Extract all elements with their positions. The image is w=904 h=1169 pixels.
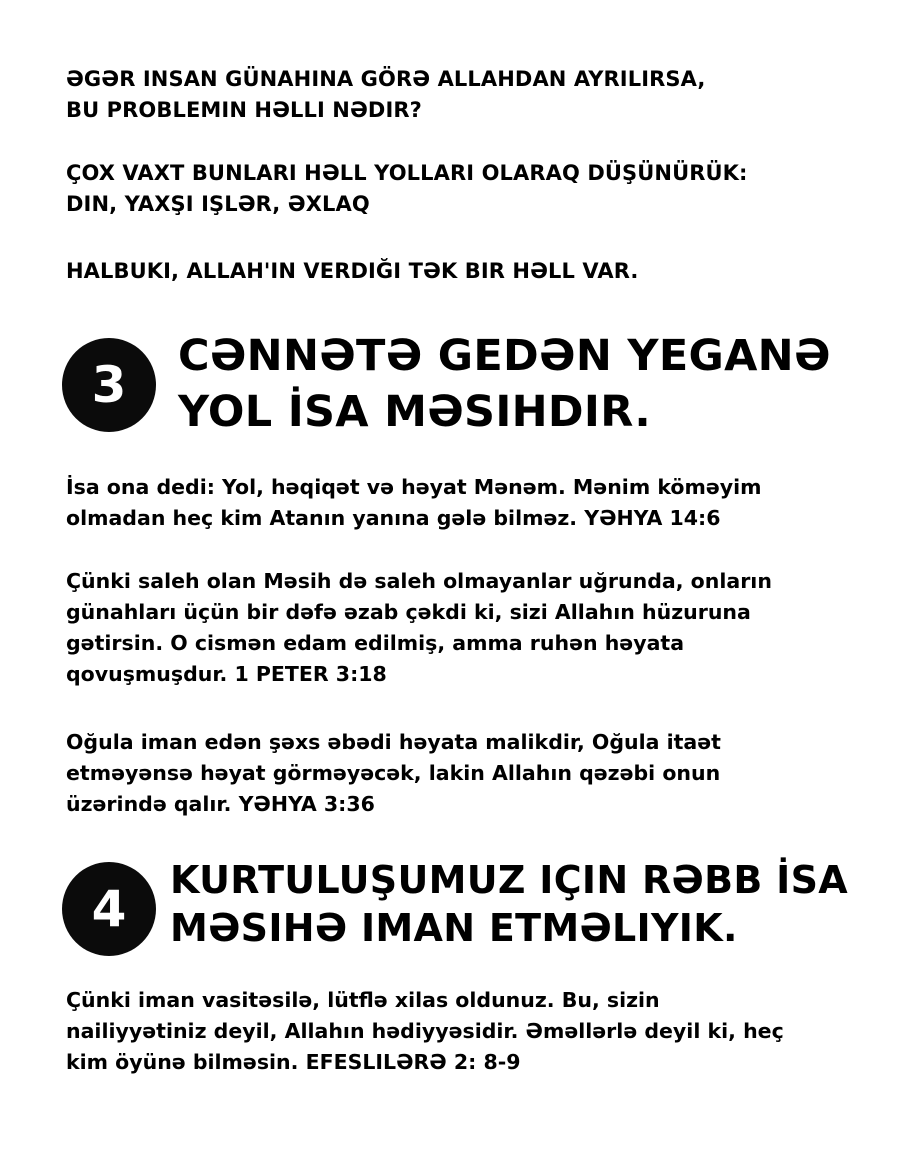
verse-line: günahları üçün bir dəfə əzab çəkdi ki, sizi Allahın hüzuruna — [66, 600, 751, 624]
verse-reference: YƏHYA 14:6 — [584, 506, 721, 530]
verse-line: Çünki iman vasitəsilə, lütflə xilas oldunuz. Bu, sizin — [66, 988, 660, 1012]
intro-attempts — [66, 158, 856, 220]
verse-line: İsa ona dedi: Yol, həqiqət və həyat Mənəm. Mənim köməyim — [66, 475, 762, 499]
verse-line: kim öyünə bilməsin. — [66, 1050, 299, 1074]
intro-answer — [66, 256, 856, 287]
section-3-title-line-2: YOL İSA MƏSIHDIR. — [178, 387, 652, 437]
intro-answer-line: HALBUKI, ALLAH'IN VERDIĞI TƏK BIR HƏLL VAR. — [66, 259, 639, 283]
verse-line: nailiyyətiniz deyil, Allahın hədiyyəsidir. Əməllərlə deyil ki, heç — [66, 1019, 784, 1043]
verse-line: etməyənsə həyat görməyəcək, lakin Allahın qəzəbi onun — [66, 761, 721, 785]
verse-line: qovuşmuşdur. — [66, 662, 228, 686]
verse-line: Çünki saleh olan Məsih də saleh olmayanlar uğrunda, onların — [66, 569, 772, 593]
section-4-title — [170, 856, 848, 952]
section-4-title-line-2: MƏSIHƏ IMAN ETMƏLIYIK. — [170, 906, 738, 950]
verse-line: Oğula iman edən şəxs əbədi həyata malikdir, Oğula itaət — [66, 730, 721, 754]
intro-attempts-line-2: DIN, YAXŞI IŞLƏR, ƏXLAQ — [66, 192, 370, 216]
section-4-number-badge: 4 — [62, 862, 156, 956]
verse-john-3-36 — [66, 727, 866, 820]
intro-question — [66, 64, 856, 126]
verse-line: olmadan heç kim Atanın yanına gələ bilməz. — [66, 506, 578, 530]
intro-attempts-line-1: ÇOX VAXT BUNLARI HƏLL YOLLARI OLARAQ DÜŞÜNÜRÜK: — [66, 161, 748, 185]
intro-question-line-2: BU PROBLEMIN HƏLLI NƏDIR? — [66, 98, 422, 122]
verse-line: gətirsin. O cismən edam edilmiş, amma ruhən həyata — [66, 631, 685, 655]
section-3-title-line-1: CƏNNƏTƏ GEDƏN YEGANƏ — [178, 331, 831, 381]
verse-reference: EFESLILƏRƏ 2: 8-9 — [305, 1050, 521, 1074]
section-4-title-line-1: KURTULUŞUMUZ IÇIN RƏBB İSA — [170, 858, 848, 902]
verse-line: üzərində qalır. — [66, 792, 232, 816]
verse-ephesians-2-8-9 — [66, 985, 866, 1078]
intro-question-line-1: ƏGƏR INSAN GÜNAHINA GÖRƏ ALLAHDAN AYRILIRSA, — [66, 67, 706, 91]
verse-reference: 1 PETER 3:18 — [234, 662, 387, 686]
verse-reference: YƏHYA 3:36 — [238, 792, 375, 816]
section-3-number-badge: 3 — [62, 338, 156, 432]
verse-john-14-6 — [66, 472, 866, 534]
section-3-title — [178, 328, 831, 440]
verse-1-peter-3-18 — [66, 566, 866, 690]
